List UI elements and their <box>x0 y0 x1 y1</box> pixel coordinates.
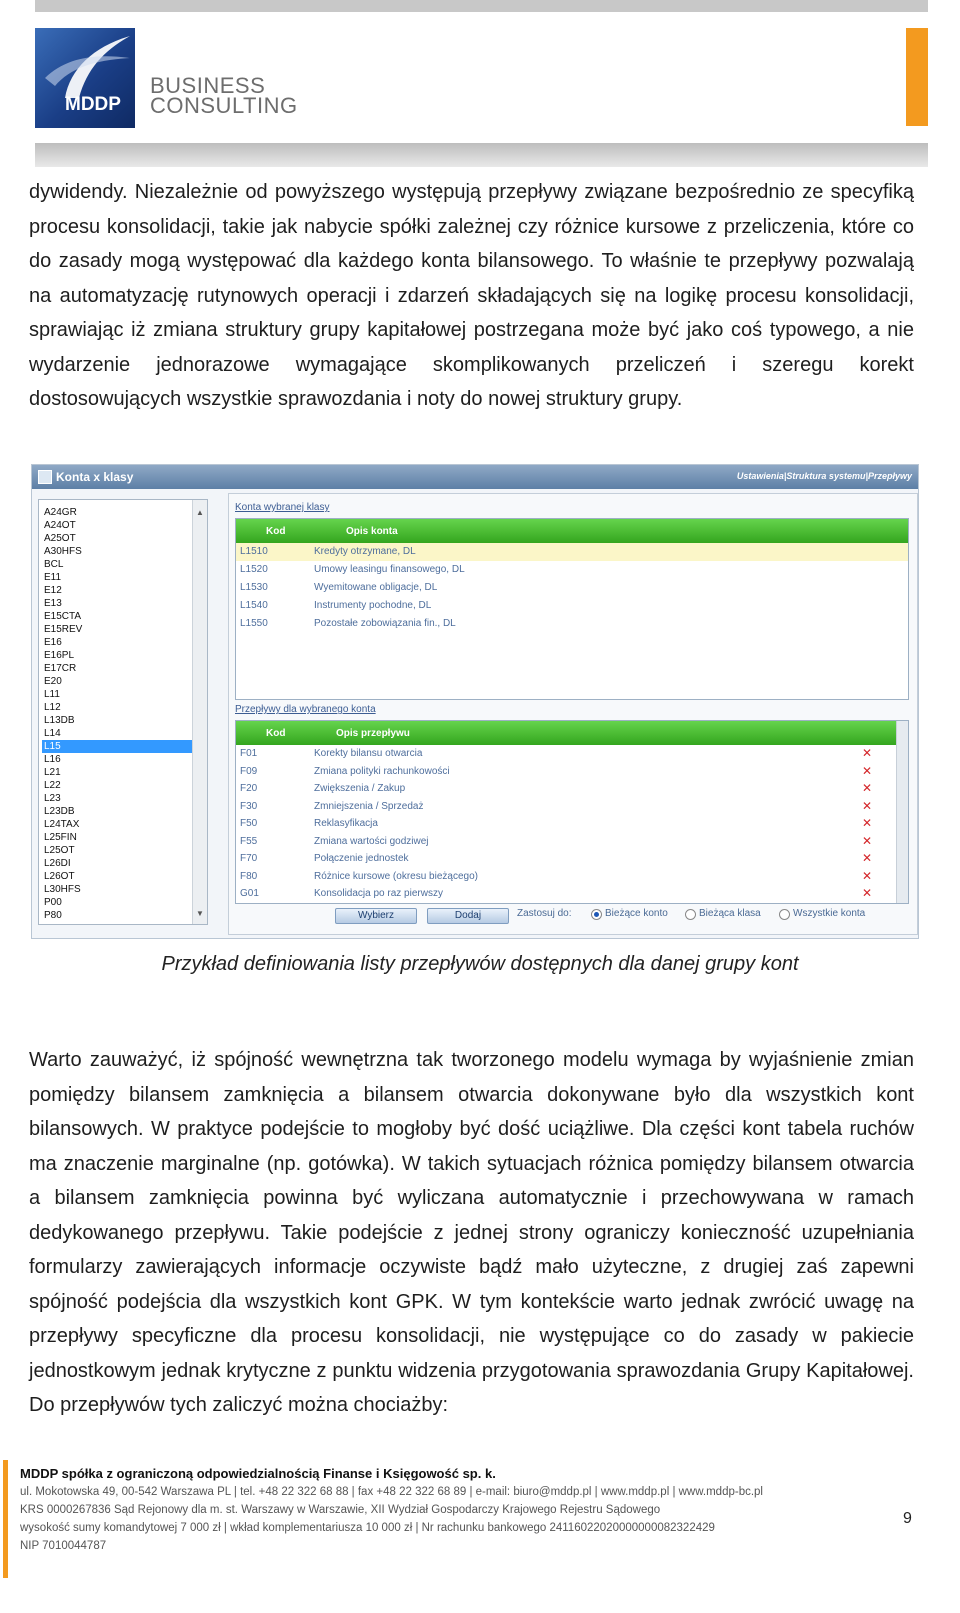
account-code: L1510 <box>240 546 268 557</box>
footer-krs: KRS 0000267836 Sąd Rejonowy dla m. st. Warszawy w Warszawie, XII Wydział Gospodarczy Krajowego Rejestru Sądowego <box>20 1504 661 1516</box>
table-row[interactable] <box>236 885 908 903</box>
class-list-item[interactable]: E15CTA <box>44 611 82 622</box>
footer-nip: NIP 7010044787 <box>20 1540 107 1552</box>
flow-desc: Zmniejszenia / Sprzedaż <box>314 800 424 812</box>
table-row[interactable] <box>236 780 908 798</box>
remove-flow-icon[interactable]: ✕ <box>862 746 873 760</box>
accounts-section-title[interactable]: Konta wybranej klasy <box>235 502 330 513</box>
table-row[interactable] <box>236 868 908 886</box>
brand-line-2: CONSULTING <box>150 93 298 118</box>
account-desc: Wyemitowane obligacje, DL <box>314 582 438 593</box>
class-list-item[interactable]: L21 <box>44 767 61 778</box>
table-row[interactable] <box>236 850 908 868</box>
class-list-item[interactable]: E13 <box>44 598 62 609</box>
apply-label: Zastosuj do: <box>517 908 572 919</box>
remove-flow-icon[interactable]: ✕ <box>862 833 873 848</box>
flow-desc: Zmiana polityki rachunkowości <box>314 765 450 777</box>
class-list-item[interactable]: E11 <box>44 572 62 583</box>
class-list-item[interactable]: L26DI <box>44 858 71 869</box>
table-row[interactable] <box>236 745 908 763</box>
class-list-item[interactable]: L22 <box>44 780 61 791</box>
flow-desc: Zwiększenia / Zakup <box>314 783 406 794</box>
class-list-item[interactable]: L26OT <box>44 871 75 882</box>
class-list-item[interactable]: L16 <box>44 754 61 765</box>
radio-current-class[interactable] <box>685 909 696 920</box>
flow-desc: Reklasyfikacja <box>314 818 378 829</box>
select-button[interactable]: Wybierz <box>335 908 417 924</box>
flow-desc: Korekty bilansu otwarcia <box>314 748 423 759</box>
header-accent-bar <box>906 28 928 126</box>
logo-text: MDDP <box>65 94 121 115</box>
table-row[interactable] <box>236 763 908 781</box>
table-row[interactable] <box>236 798 908 816</box>
flows-grid <box>235 720 909 904</box>
class-list-item[interactable]: L24TAX <box>44 819 80 830</box>
radio-current-account[interactable] <box>591 909 602 920</box>
account-code: L1530 <box>240 582 268 593</box>
class-list-item[interactable]: A24GR <box>44 507 77 518</box>
remove-flow-icon[interactable]: ✕ <box>862 816 873 830</box>
action-bar <box>235 907 911 927</box>
flows-col-code[interactable]: Kod <box>266 728 286 739</box>
footer-address: ul. Mokotowska 49, 00-542 Warszawa PL | tel. +48 22 322 68 88 | fax +48 22 322 68 89 | e-mail: biuro@mddp.pl | www.mddp.pl | www.mddp-bc.pl <box>20 1486 763 1498</box>
accounts-grid <box>235 518 909 700</box>
scroll-down-icon[interactable]: ▼ <box>196 909 204 918</box>
flows-col-desc[interactable]: Opis przepływu <box>336 728 410 739</box>
brand-line-1: BUSINESS <box>150 73 266 98</box>
flow-desc: Połączenie jednostek <box>314 853 409 864</box>
class-list-item[interactable]: L12 <box>44 702 61 713</box>
account-desc: Pozostałe zobowiązania fin., DL <box>314 618 456 629</box>
flows-grid-header <box>236 721 908 745</box>
footer-company: MDDP spółka z ograniczoną odpowiedzialnością Finanse i Księgowość sp. k. <box>20 1466 496 1481</box>
class-list-item[interactable]: L15 <box>42 740 192 753</box>
remove-flow-icon[interactable]: ✕ <box>862 763 873 778</box>
paragraph-1: dywidendy. Niezależnie od powyższego występują przepływy związane bezpośrednio ze specyfiką procesu konsolidacji, takie jak nabycie spółki zależnej czy różnice kursowe z przeliczenia, które co do zasady mogą występować dla każdego konta bilansowego. To właśnie te przepływy pozwalają na automatyzację rutynowych operacji i zdarzeń składających się na logikę procesu konsolidacji, sprawiając iż zmiana struktury grupy kapitałowej postrzegana może być jako coś typowego, a nie wydarzenie jednorazowe wymagające skomplikowanych przeliczeń i szeregu korekt dostosowujących wszystkie sprawozdania i noty do nowej struktury grupy. <box>29 181 914 410</box>
class-list-item[interactable]: A25OT <box>44 533 76 544</box>
flows-section-title[interactable]: Przepływy dla wybranego konta <box>235 704 376 715</box>
table-row[interactable] <box>236 833 908 851</box>
class-list-item[interactable]: E15REV <box>44 624 83 635</box>
class-list-item[interactable]: P00 <box>44 897 62 908</box>
radio-all-accounts-label[interactable]: Wszystkie konta <box>793 908 866 919</box>
add-button[interactable]: Dodaj <box>427 908 509 924</box>
window-title: Konta x klasy <box>56 470 134 484</box>
class-list-item[interactable]: E20 <box>44 676 62 687</box>
class-list-item[interactable]: E17CR <box>44 663 77 674</box>
class-list-item[interactable]: E12 <box>44 585 62 596</box>
remove-flow-icon[interactable]: ✕ <box>862 798 873 813</box>
flow-code: F09 <box>240 765 258 777</box>
remove-flow-icon[interactable]: ✕ <box>862 851 873 865</box>
table-row[interactable] <box>236 815 908 833</box>
flow-desc: Konsolidacja po raz pierwszy <box>314 888 443 899</box>
class-list-item[interactable]: L11 <box>44 689 60 700</box>
account-code: L1550 <box>240 618 268 629</box>
class-list-item[interactable]: L30HFS <box>44 884 81 895</box>
class-list-item[interactable]: L14 <box>44 728 61 739</box>
class-list-item[interactable]: L23 <box>44 793 61 804</box>
class-list-item[interactable]: BCL <box>44 559 64 570</box>
account-desc: Umowy leasingu finansowego, DL <box>314 564 465 575</box>
page-number: 9 <box>903 1510 912 1527</box>
footer-capital: wysokość sumy komandytowej 7 000 zł | wkład komplementariusza 10 000 zł | Nr rachunku bankowego 24116022020000000082322429 <box>20 1522 715 1534</box>
radio-all-accounts[interactable] <box>779 909 790 920</box>
mddp-logo <box>35 28 135 128</box>
radio-current-account-label[interactable]: Bieżące konto <box>605 908 668 919</box>
flow-code: F70 <box>240 853 258 864</box>
class-list-scrollbar[interactable] <box>192 500 207 924</box>
accounts-col-desc[interactable]: Opis konta <box>346 526 398 537</box>
account-desc: Instrumenty pochodne, DL <box>314 600 432 611</box>
window-icon <box>38 470 52 484</box>
class-list-item[interactable]: E16 <box>44 637 62 648</box>
header-top-bar <box>35 0 928 12</box>
class-list-item[interactable]: L25FIN <box>44 832 77 843</box>
account-desc: Kredyty otrzymane, DL <box>314 546 416 557</box>
account-code: L1520 <box>240 564 268 575</box>
flow-code: F55 <box>240 835 258 847</box>
accounts-col-code[interactable]: Kod <box>266 526 286 537</box>
table-row[interactable] <box>236 579 908 597</box>
figure-caption: Przykład definiowania listy przepływów dostępnych dla danej grupy kont <box>161 953 799 975</box>
flow-code: G01 <box>240 888 259 899</box>
table-row[interactable] <box>236 597 908 615</box>
accounts-grid-header <box>236 519 908 543</box>
paragraph-2: Warto zauważyć, iż spójność wewnętrzna tak tworzonego modelu wymaga by wyjaśnienie zmian pomiędzy bilansem zamknięcia a bilansem otwarcia dokonywane było dla wszystkich kont bilansowych. W praktyce podejście to mogłoby być dość uciążliwe. Dla części kont tabela ruchów ma znaczenie marginalne (np. gotówka). W takich sytuacjach różnica pomiędzy bilansem otwarcia a bilansem zamknięcia powinna być wyliczana automatycznie i przechowywana w ramach dedykowanego przepływu. Takie podejście z jednej strony ograniczy konieczność uzupełniania formularzy zawierających informacje oczywiste bądź mało użyteczne, z drugiej zaś zapewni spójność podejścia dla wszystkich kont GPK. W tym kontekście warto jednak zwrócić uwagę na przepływy specyficzne dla procesu konsolidacji, nie występujące co do zasady w pakiecie jednostkowym jednak krytyczne z punktu widzenia przygotowania sprawozdania Grupy Kapitałowej. Do przepływów tych zaliczyć można chociażby: <box>29 1049 914 1416</box>
class-list-item[interactable]: A24OT <box>44 520 76 531</box>
remove-flow-icon[interactable]: ✕ <box>862 781 873 795</box>
flow-code: F20 <box>240 783 258 794</box>
class-list-item[interactable]: L23DB <box>44 806 75 817</box>
table-row[interactable] <box>236 561 908 579</box>
details-pane <box>228 493 918 935</box>
flow-desc: Różnice kursowe (okresu bieżącego) <box>314 870 478 882</box>
account-code: L1540 <box>240 600 268 611</box>
table-row[interactable] <box>236 615 908 633</box>
footer-accent-bar <box>3 1460 8 1578</box>
flow-desc: Zmiana wartości godziwej <box>314 835 429 847</box>
scroll-up-icon[interactable]: ▲ <box>196 508 204 517</box>
header-bottom-bar <box>35 143 928 167</box>
remove-flow-icon[interactable]: ✕ <box>862 886 873 900</box>
class-list-item[interactable]: E16PL <box>44 650 75 661</box>
flow-code: F50 <box>240 818 258 829</box>
flow-code: F30 <box>240 800 258 812</box>
remove-flow-icon[interactable]: ✕ <box>862 868 873 883</box>
flow-code: F01 <box>240 748 258 759</box>
class-list-item[interactable]: L13DB <box>44 715 75 726</box>
breadcrumb[interactable]: Ustawienia|Struktura systemu|Przepływy <box>736 471 912 481</box>
class-list-item[interactable]: L25OT <box>44 845 75 856</box>
app-screenshot <box>31 464 919 939</box>
table-row[interactable] <box>236 543 908 561</box>
brand-name <box>150 73 298 118</box>
flow-code: F80 <box>240 870 258 882</box>
class-list-item[interactable]: P80 <box>44 910 62 921</box>
window-title-bar <box>32 465 918 489</box>
class-list[interactable] <box>38 499 208 925</box>
radio-current-class-label[interactable]: Bieżąca klasa <box>699 908 761 919</box>
class-list-item[interactable]: A30HFS <box>44 546 82 557</box>
